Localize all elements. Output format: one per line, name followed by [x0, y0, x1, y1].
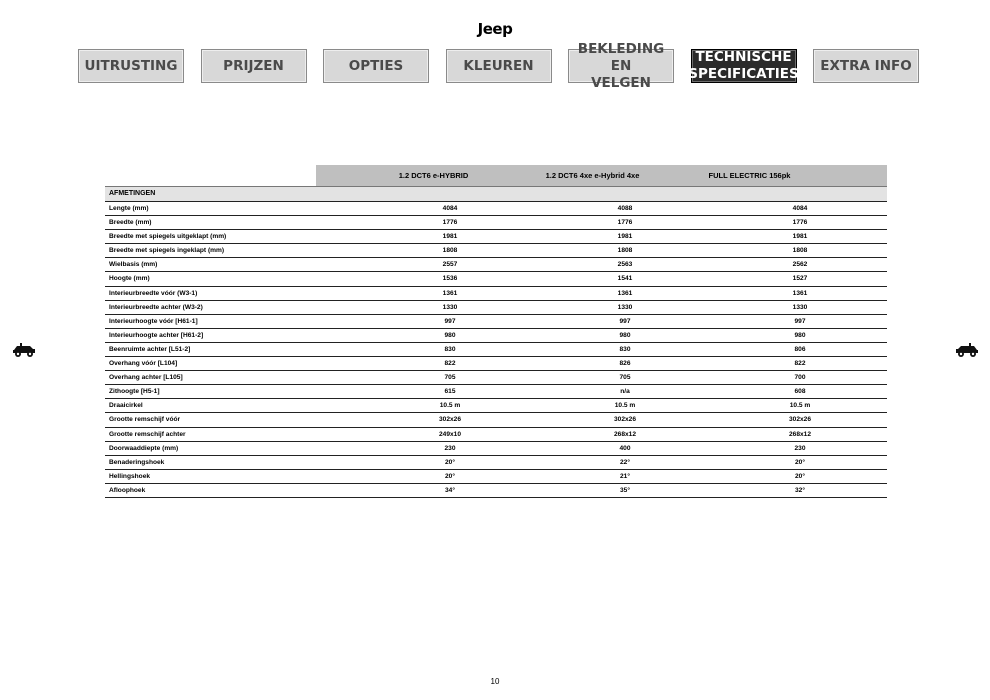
table-row: [105, 287, 887, 301]
row-value: 10.5 m: [789, 402, 811, 410]
column-header: 1.2 DCT6 e-HYBRID: [398, 171, 469, 180]
row-value: 1330: [617, 303, 633, 311]
row-value: 608: [794, 388, 806, 396]
row-value: 302x26: [438, 416, 461, 424]
table-row: [105, 272, 887, 286]
row-value: 10.5 m: [614, 402, 636, 410]
row-value: 806: [794, 345, 806, 353]
row-value: 230: [794, 444, 806, 452]
row-value: 20°: [795, 472, 805, 480]
row-value: 1808: [617, 247, 633, 255]
row-value: 1981: [792, 233, 808, 241]
row-label: Draaicirkel: [109, 402, 143, 410]
jeep-car-left-icon[interactable]: [11, 340, 37, 358]
row-value: 1361: [617, 289, 633, 297]
row-value: 249x10: [438, 430, 461, 438]
row-value: 20°: [445, 458, 455, 466]
table-row: [105, 371, 887, 385]
row-label: Breedte (mm): [109, 219, 152, 227]
row-value: 700: [794, 374, 806, 382]
table-row: [105, 244, 887, 258]
row-value: 302x26: [788, 416, 811, 424]
column-header: FULL ELECTRIC 156pk: [708, 171, 791, 180]
row-value: 302x26: [613, 416, 636, 424]
nav-extra-info[interactable]: EXTRA INFO: [813, 49, 919, 83]
table-row: [105, 216, 887, 230]
row-value: 20°: [445, 472, 455, 480]
nav-uitrusting[interactable]: UITRUSTING: [78, 49, 184, 83]
row-label: Doorwaaddiepte (mm): [109, 444, 179, 452]
section-title: AFMETINGEN: [105, 186, 887, 202]
table-header: [105, 165, 887, 186]
row-value: 830: [619, 345, 631, 353]
row-label: Wielbasis (mm): [109, 261, 158, 269]
row-value: 4084: [792, 205, 808, 212]
table-row: [105, 470, 887, 484]
row-value: 21°: [620, 472, 630, 480]
nav-bekleding-en-velgen[interactable]: BEKLEDING EN VELGEN: [568, 49, 674, 83]
row-value: 34°: [445, 486, 455, 494]
row-value: 20°: [795, 458, 805, 466]
spec-table: [105, 165, 887, 498]
row-value: 1776: [442, 219, 458, 227]
row-value: 997: [444, 317, 456, 325]
row-value: 1776: [617, 219, 633, 227]
row-value: 1361: [442, 289, 458, 297]
row-label: Overhang vóór [L104]: [109, 360, 178, 368]
table-row: [105, 343, 887, 357]
row-label: Grootte remschijf vóór: [109, 416, 181, 424]
table-row: [105, 315, 887, 329]
row-value: 1808: [792, 247, 808, 255]
row-value: 705: [619, 374, 631, 382]
row-value: 1776: [792, 219, 808, 227]
row-value: 980: [444, 331, 456, 339]
row-value: 997: [619, 317, 631, 325]
table-row: [105, 329, 887, 343]
table-row: [105, 484, 887, 498]
page-number: 10: [490, 677, 500, 686]
table-row: [105, 301, 887, 315]
row-value: n/a: [620, 388, 630, 396]
row-value: 1536: [442, 275, 458, 283]
table-row: [105, 202, 887, 216]
row-label: Benaderingshoek: [109, 458, 165, 466]
row-label: Zithoogte [H5-1]: [109, 388, 160, 396]
row-value: 268x12: [613, 430, 636, 438]
spec-rows: [105, 202, 887, 498]
row-value: 35°: [620, 486, 630, 494]
row-value: 822: [794, 360, 806, 368]
row-value: 1361: [792, 289, 808, 297]
row-value: 1527: [792, 275, 808, 283]
row-value: 826: [619, 360, 631, 368]
row-label: Hoogte (mm): [109, 275, 150, 283]
row-value: 22°: [620, 458, 630, 466]
row-value: 400: [619, 444, 631, 452]
table-row: [105, 399, 887, 413]
nav-prijzen[interactable]: PRIJZEN: [201, 49, 307, 83]
row-value: 1330: [792, 303, 808, 311]
nav-opties[interactable]: OPTIES: [323, 49, 429, 83]
column-header: 1.2 DCT6 4xe e-Hybrid 4xe: [545, 171, 640, 180]
row-label: Beenruimte achter [L51-2]: [109, 345, 191, 353]
table-row: [105, 357, 887, 371]
table-row: [105, 258, 887, 272]
row-value: 1330: [442, 303, 458, 311]
section-nav: [78, 40, 920, 91]
row-label: Lengte (mm): [109, 205, 149, 212]
row-value: 980: [794, 331, 806, 339]
row-label: Interieurbreedte achter (W3-2): [109, 303, 203, 311]
jeep-logo: Jeep: [477, 20, 513, 38]
row-value: 615: [444, 388, 456, 396]
row-label: Overhang achter [L105]: [109, 374, 183, 382]
row-label: Hellingshoek: [109, 472, 151, 480]
table-row: [105, 428, 887, 442]
row-value: 1541: [617, 275, 633, 283]
row-value: 1981: [617, 233, 633, 241]
row-label: Interieurbreedte vóór (W3-1): [109, 289, 198, 297]
row-value: 230: [444, 444, 456, 452]
table-row: [105, 385, 887, 399]
row-value: 822: [444, 360, 456, 368]
table-row: [105, 230, 887, 244]
row-value: 4088: [617, 205, 633, 212]
row-value: 2563: [617, 261, 633, 269]
row-value: 1808: [442, 247, 458, 255]
nav-technische-specificaties[interactable]: TECHNISCHE SPECIFICATIES: [688, 49, 799, 82]
table-row: [105, 456, 887, 470]
table-row: [105, 413, 887, 427]
row-value: 2557: [442, 261, 458, 269]
row-value: 2562: [792, 261, 808, 269]
row-label: Breedte met spiegels ingeklapt (mm): [109, 247, 225, 255]
row-label: Breedte met spiegels uitgeklapt (mm): [109, 233, 227, 241]
row-value: 980: [619, 331, 631, 339]
row-value: 10.5 m: [439, 402, 461, 410]
row-label: Afloophoek: [109, 486, 146, 494]
row-value: 268x12: [788, 430, 811, 438]
row-value: 997: [794, 317, 806, 325]
row-label: Grootte remschijf achter: [109, 430, 186, 438]
row-label: Interieurhoogte achter [H61-2]: [109, 331, 204, 339]
nav-kleuren[interactable]: KLEUREN: [446, 49, 552, 83]
row-label: Interieurhoogte vóór [H61-1]: [109, 317, 198, 325]
jeep-car-right-icon[interactable]: [954, 340, 980, 358]
row-value: 1981: [442, 233, 458, 241]
row-value: 4084: [442, 205, 458, 212]
row-value: 705: [444, 374, 456, 382]
table-row: [105, 442, 887, 456]
row-value: 32°: [795, 486, 805, 494]
row-value: 830: [444, 345, 456, 353]
